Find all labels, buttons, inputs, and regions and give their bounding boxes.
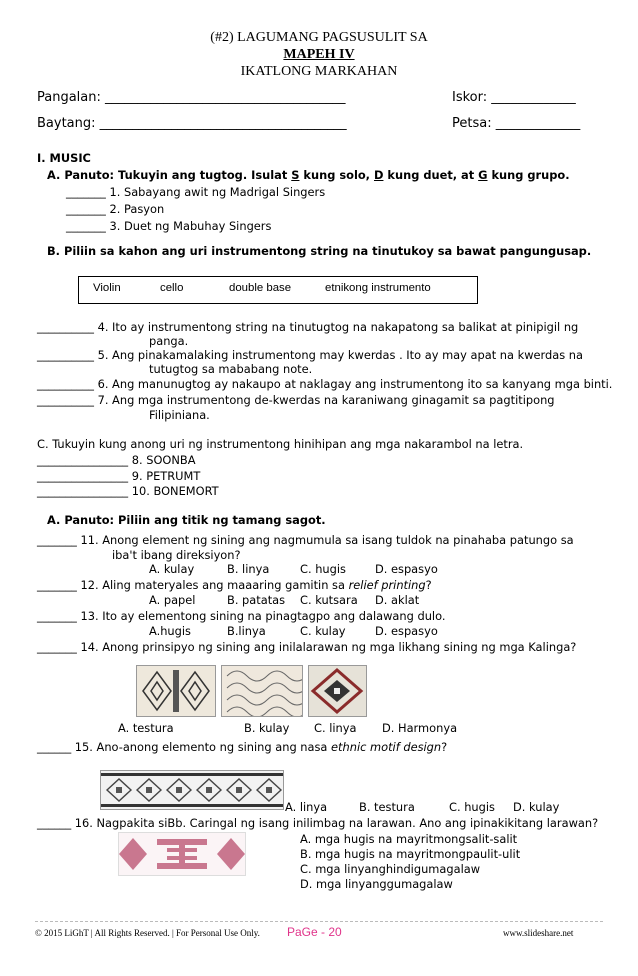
header-subject: MAPEH IV <box>283 47 355 62</box>
footer-divider <box>35 921 603 922</box>
question-5: __________ 5. Ang pinakamalaking instrumentong may kwerdas . Ito ay may apat na kwerdas na <box>37 348 583 362</box>
q12-option-b: B. patatas <box>227 593 286 607</box>
q16-option-c: C. mga linyanghindigumagalaw <box>300 862 481 876</box>
q11-option-b: B. linya <box>227 562 270 576</box>
footer-copyright: © 2015 LiGhT | All Rights Reserved. | For Personal Use Only. <box>35 928 260 938</box>
q14-option-c: C. linya <box>314 721 357 735</box>
q12-option-d: D. aklat <box>375 593 420 607</box>
weave-pattern-2 <box>222 666 302 716</box>
q13-option-a: A.hugis <box>149 624 191 638</box>
q14-option-a: A. testura <box>118 721 174 735</box>
music-part-c-instructions: C. Tukuyin kung anong uri ng instrumentong hinihipan ang mga nakarambol na letra. <box>37 437 524 451</box>
q14-option-b: B. kulay <box>244 721 290 735</box>
kalinga-weave-image-2 <box>221 665 303 717</box>
q14-option-d: D. Harmonya <box>382 721 458 735</box>
q12-option-a: A. papel <box>149 593 196 607</box>
date-field[interactable]: Petsa: _____________ <box>452 116 581 131</box>
weave-pattern-1 <box>137 666 215 716</box>
question-7-cont: Filipiniana. <box>149 408 210 422</box>
music-item-2: _______ 2. Pasyon <box>66 202 165 216</box>
q15-option-c: C. hugis <box>449 800 495 814</box>
footer-site-link[interactable]: www.slideshare.net <box>503 928 574 938</box>
question-4: __________ 4. Ito ay instrumentong string na tinutugtog na nakapatong sa balikat at pinipigil ng <box>37 320 579 334</box>
page-number: PaGe - 20 <box>287 925 342 939</box>
music-part-b-instructions: B. Piliin sa kahon ang uri instrumentong string na tinutukoy sa bawat pangungusap. <box>47 244 592 258</box>
question-6: __________ 6. Ang manunugtog ay nakaupo at naklagay ang instrumentong ito sa kanyang mga binti. <box>37 377 613 391</box>
question-12: _______ 12. Aling materyales ang maaaring gamitin sa relief printing? <box>37 578 432 592</box>
question-4-cont: panga. <box>149 334 189 348</box>
q11-option-c: C. hugis <box>300 562 346 576</box>
header-quarter: IKATLONG MARKAHAN <box>240 64 398 79</box>
section-music-title: I. MUSIC <box>37 151 91 165</box>
question-10: ________________ 10. BONEMORT <box>37 484 219 498</box>
q13-option-d: D. espasyo <box>375 624 438 638</box>
header-line1: (#2) LAGUMANG PAGSUSULIT SA <box>210 30 428 45</box>
kalinga-weave-image-1 <box>136 665 216 717</box>
q15-option-a: A. linya <box>285 800 328 814</box>
question-13: _______ 13. Ito ay elementong sining na pinagtagpo ang dalawang dulo. <box>37 609 446 623</box>
choice-violin: Violin <box>93 282 121 294</box>
question-5-cont: tutugtog sa mababang note. <box>149 362 313 376</box>
question-8: ________________ 8. SOONBA <box>37 453 196 467</box>
q15-option-d: D. kulay <box>513 800 560 814</box>
q13-option-c: C. kulay <box>300 624 346 638</box>
q13-option-b: B.linya <box>227 624 266 638</box>
name-field[interactable]: Pangalan: _____________________________________ <box>37 90 346 105</box>
question-16: ______ 16. Nagpakita siBb. Caringal ng isang inilimbag na larawan. Ano ang ipinakikitang larawan? <box>37 816 599 830</box>
printed-motif-pattern <box>119 833 245 875</box>
kalinga-weave-image-3 <box>308 665 367 717</box>
weave-pattern-3 <box>309 666 366 716</box>
choice-double-base: double base <box>229 282 292 294</box>
q15-option-b: B. testura <box>359 800 415 814</box>
choice-cello: cello <box>160 282 184 294</box>
grade-field[interactable]: Baytang: ______________________________________ <box>37 116 347 131</box>
music-part-a-instructions: A. Panuto: Tukuyin ang tugtog. Isulat S kung solo, D kung duet, at G kung grupo. <box>47 168 570 182</box>
question-15: ______ 15. Ano-anong elemento ng sining ang nasa ethnic motif design? <box>37 740 448 754</box>
q11-option-a: A. kulay <box>149 562 195 576</box>
art-part-a-instructions: A. Panuto: Piliin ang titik ng tamang sagot. <box>47 513 326 527</box>
question-14: _______ 14. Anong prinsipyo ng sining ang inilalarawan ng mga likhang sining ng mga Kalinga? <box>37 640 577 654</box>
question-11: _______ 11. Anong element ng sining ang nagmumula sa isang tuldok na pinahaba patungo sa <box>37 533 574 547</box>
word-choices-box <box>78 276 478 304</box>
ethnic-motif-image <box>100 770 284 810</box>
ethnic-motif-pattern <box>101 771 283 809</box>
q16-option-a: A. mga hugis na mayritmongsalit-salit <box>300 832 518 846</box>
question-11-cont: iba't ibang direksiyon? <box>112 548 241 562</box>
question-7: __________ 7. Ang mga instrumentong de-kwerdas na karaniwang ginagamit sa pagtitipong <box>37 393 555 407</box>
q16-option-b: B. mga hugis na mayritmongpaulit-ulit <box>300 847 521 861</box>
q16-option-d: D. mga linyanggumagalaw <box>300 877 453 891</box>
score-field[interactable]: Iskor: _____________ <box>452 90 576 105</box>
music-item-3: _______ 3. Duet ng Mabuhay Singers <box>66 219 272 233</box>
q12-option-c: C. kutsara <box>300 593 358 607</box>
question-9: ________________ 9. PETRUMT <box>37 469 201 483</box>
choice-etnikong: etnikong instrumento <box>325 282 431 294</box>
printed-motif-image <box>118 832 246 876</box>
music-item-1: _______ 1. Sabayang awit ng Madrigal Singers <box>66 185 326 199</box>
q11-option-d: D. espasyo <box>375 562 438 576</box>
